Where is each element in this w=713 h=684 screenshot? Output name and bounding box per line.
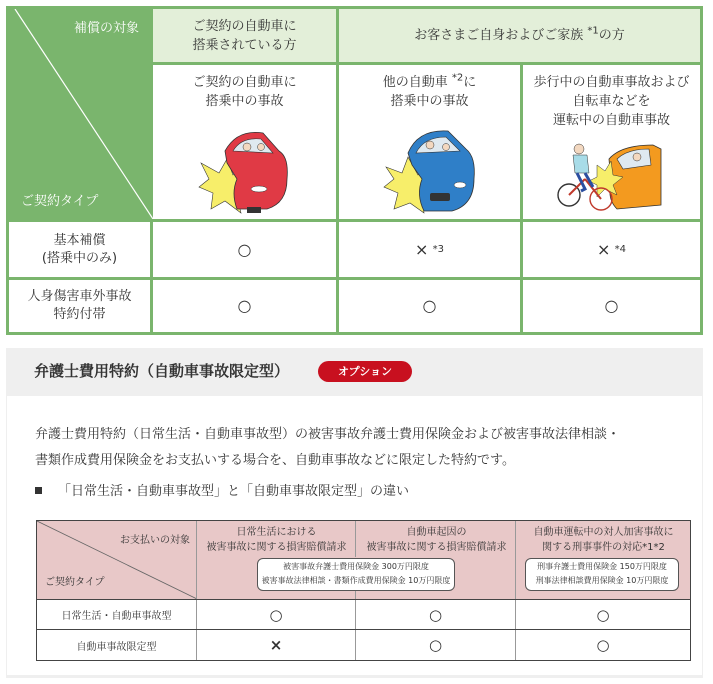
corner-label-contract-type: ご契約タイプ [21,194,99,209]
cell-daily-life-auto-2 [356,600,515,629]
row-label-basic-coverage [9,222,150,277]
circle-mark: ○ [428,636,443,654]
divider [355,521,356,557]
cell-rider-contract-car [153,280,336,332]
subheader-line: 自転車などを [572,94,651,109]
row-label-line: 特約付帯 [53,307,106,322]
header-daily-life-damage-claim [197,525,356,555]
row-label-auto-limited: 自動車事故限定型 [76,641,157,653]
blue-car-collision-illustration [382,123,478,215]
row-label-personal-injury-rider [9,280,150,332]
subheader-other-car-accident [339,65,520,219]
cell-basic-other-car: × *3 [415,239,444,259]
group-header-self-family [339,9,700,62]
header-line: 日常生活における [236,527,317,538]
limit-line: 刑事弁護士費用保険金 150万円限度 [537,562,667,571]
cross-mark: × [415,239,429,259]
corner-cell [9,9,153,219]
header-line: 関する刑事事件の対応*1*2 [542,542,665,553]
circle-mark: ○ [428,605,443,624]
header-auto-damage-claim [357,525,516,555]
circle-mark: ○ [237,239,252,259]
section-description [35,422,620,474]
difference-bullet [35,480,409,499]
row-label-daily-life-auto: 日常生活・自動車事故型 [61,611,172,622]
header-text: お客さまご自身およびご家族 [414,28,588,43]
square-bullet-icon [35,487,42,494]
cell-auto-limited-2 [356,630,515,660]
criminal-coverage-limit-box [525,558,679,591]
corner-label-payment-target: お支払いの対象 [120,535,190,546]
coverage-table [6,6,703,335]
header-text: の方 [598,28,625,43]
subheader-line: 搭乗中の事故 [205,94,284,109]
row-label-line: 基本補償 [53,232,106,248]
circle-mark: ○ [604,296,619,315]
header-criminal-case [517,525,690,555]
header-line: 自動車運転中の対人加害事故に [533,527,674,538]
cell-basic-pedestrian: × *4 [597,239,626,259]
circle-mark: ○ [269,605,283,624]
limit-line: 被害事故弁護士費用保険金 300万円限度 [283,562,429,571]
circle-mark: ○ [596,605,610,624]
subheader-pedestrian-bicycle-accident [523,65,700,219]
footnote-mark: *2 [451,72,464,84]
cell-daily-life-auto-3 [516,600,690,629]
cell-auto-limited-3 [516,630,690,660]
subheader-line: 歩行中の自動車事故および [533,75,690,90]
circle-mark: ○ [596,636,610,654]
subheader-line: ご契約の自動車に [192,75,297,90]
row-label-line: 人身傷害車外事故 [27,289,132,304]
header-line: 搭乗されている方 [192,37,297,53]
subheader-line: 運転中の自動車事故 [552,113,670,128]
group-header-contract-car [153,9,336,62]
comparison-table [36,520,691,661]
cell-auto-limited-1 [197,630,355,660]
header-line: ご契約の自動車に [192,18,297,34]
header-line: 自動車起因の [406,527,467,538]
subheader-contract-car-accident [153,65,336,219]
circle-mark: ○ [237,296,252,315]
row-label-line: (搭乗中のみ) [41,250,118,266]
cross-mark: × [269,636,283,654]
cross-mark: × [597,239,611,259]
cell-basic-contract-car [153,222,336,277]
corner-label-coverage-target: 補償の対象 [73,21,139,36]
red-car-collision-illustration [197,123,293,215]
footnote-mark: *1 [587,25,599,37]
cell-daily-life-auto-1 [197,600,355,629]
subheader-text: に [463,75,477,90]
bullet-text: 「日常生活・自動車事故型」と「自動車事故限定型」の違い [58,484,410,499]
shared-coverage-limit-box [257,558,455,591]
circle-mark: ○ [422,296,437,315]
diagonal-line [9,9,153,219]
section-title: 弁護士費用特約（自動車事故限定型） [34,362,290,380]
header-line: 被害事故に関する損害賠償請求 [366,542,507,553]
description-line: 弁護士費用特約（日常生活・自動車事故型）の被害事故弁護士費用保険金および被害事故法律相談・ [35,427,621,442]
cell-rider-other-car [339,280,520,332]
limit-line: 被害事故法律相談・書類作成費用保険金 10万円限度 [261,576,451,585]
option-badge: オプション [318,361,412,382]
bicycle-car-collision-illustration [557,139,667,215]
subheader-text: 他の自動車 [382,75,452,90]
corner-label-contract-type: ご契約タイプ [45,577,105,588]
description-line: 書類作成費用保険金をお支払いする場合を、自動車事故などに限定した特約です。 [35,453,515,468]
header-line: 被害事故に関する損害賠償請求 [206,542,347,553]
subheader-line: 搭乗中の事故 [390,94,469,109]
cell-rider-pedestrian [523,280,700,332]
limit-line: 刑事法律相談費用保険金 10万円限度 [535,576,669,585]
